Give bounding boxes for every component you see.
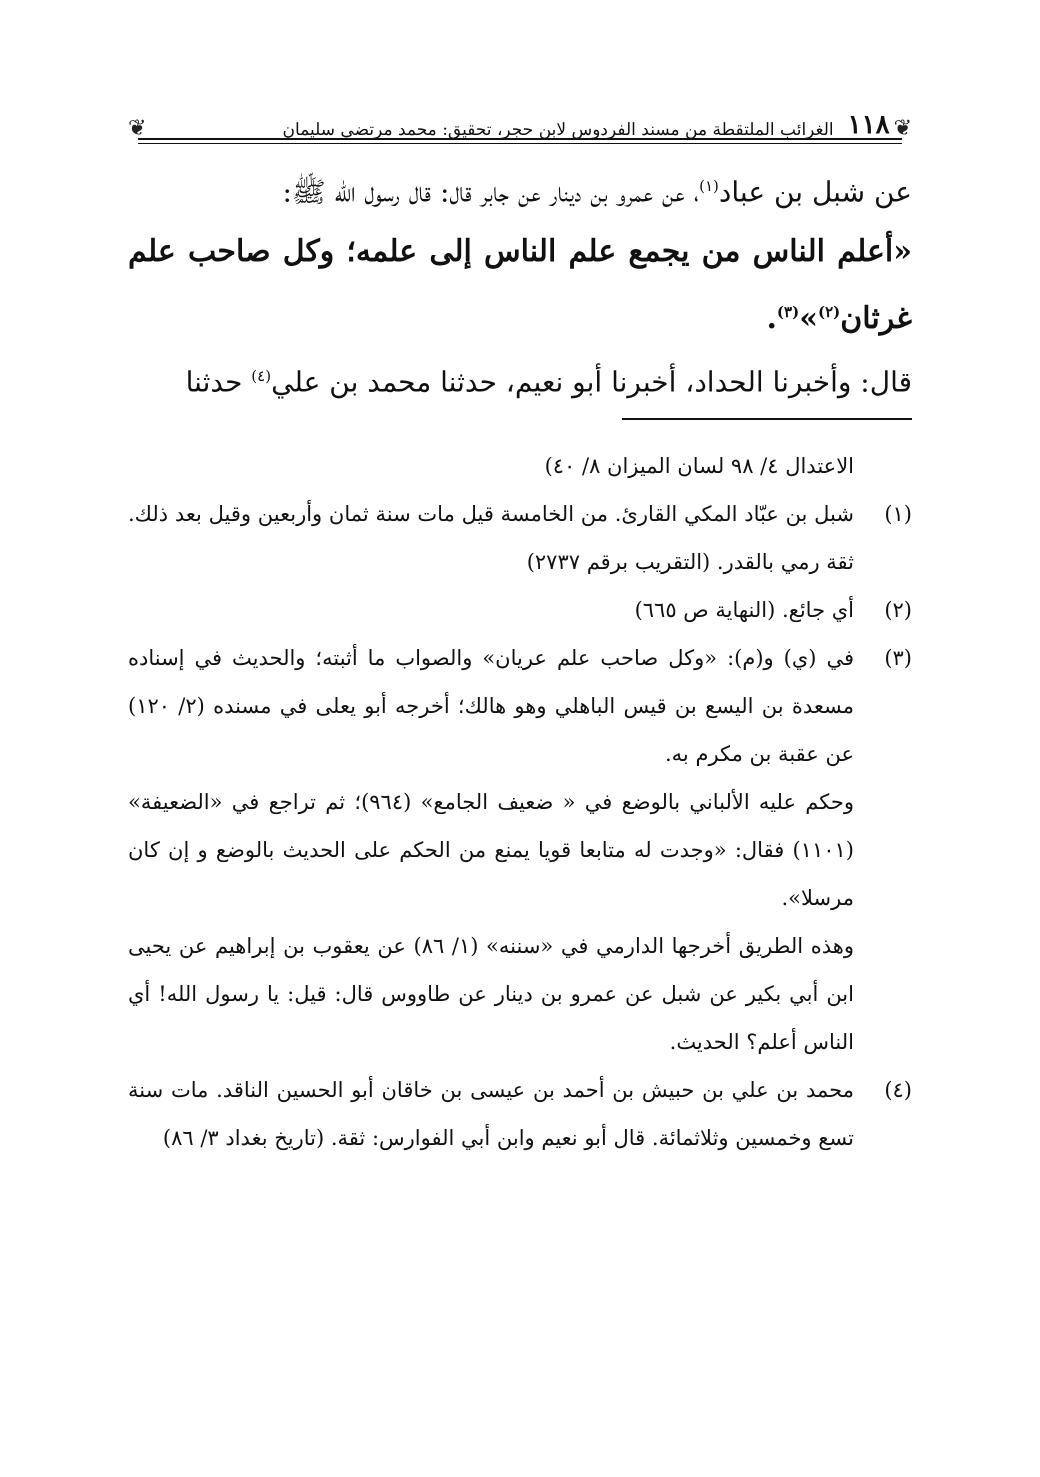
footnote-3 bbox=[128, 634, 912, 778]
chain-text: ، عن عمرو بن دينار عن جابر قال: قال رسول الله ﷺ: bbox=[282, 175, 700, 209]
hadith-end: . bbox=[766, 301, 777, 337]
footnote-text: محمد بن علي بن حبيش بن أحمد بن عيسى بن خاقان أبو الحسين الناقد. مات سنة تسع وخمسين وثلاثمائة. قال أبو نعيم وابن أبي الفوارس: ثقة. (تاريخ بغداد ٣/ ٨٦) bbox=[128, 1078, 854, 1150]
main-text bbox=[128, 156, 912, 349]
footnote-2 bbox=[128, 586, 912, 634]
footnote-number: (١) bbox=[884, 502, 912, 526]
footnotes bbox=[128, 442, 912, 1162]
main-line-1 bbox=[128, 156, 912, 222]
hadith-close-quote: » bbox=[799, 301, 818, 337]
running-title: الغرائب الملتقطة من مسند الفردوس لابن حجر، تحقيق: محمد مرتضي سليمان bbox=[282, 120, 834, 140]
footnote-number: (٢) bbox=[884, 598, 912, 622]
ornament-left-icon: ❦ bbox=[128, 116, 147, 141]
hadith-text bbox=[128, 222, 912, 349]
header-right bbox=[848, 110, 912, 140]
footnote-separator bbox=[622, 418, 912, 420]
footnote-continuation: الاعتدال ٤/ ٩٨ لسان الميزان ٨/ ٤٠) bbox=[544, 454, 854, 478]
page-number: ١١٨ bbox=[847, 110, 890, 140]
main-line-4 bbox=[128, 346, 912, 412]
footnote-text: أي جائع. (النهاية ص ٦٦٥) bbox=[634, 598, 854, 622]
footnote-text: شبل بن عبّاد المكي القارئ. من الخامسة قيل مات سنة ثمان وأربعين وقيل بعد ذلك. ثقة رمي بالقدر. (التقريب برقم ٢٧٣٧) bbox=[128, 502, 854, 574]
footnote-4 bbox=[128, 1066, 912, 1162]
footnote-ref-3: (٣) bbox=[776, 303, 800, 322]
footnote-ref-2: (٢) bbox=[817, 303, 841, 322]
footnote-3-para-2: وحكم عليه الألباني بالوضع في « ضعيف الجامع» (٩٦٤)؛ ثم تراجع في «الضعيفة» (١١٠١) فقال: «وجدت له متابعا قويا يمنع من الحكم على الحديث بالوضع و إن كان مرسلا». bbox=[128, 790, 854, 910]
ornament-right-icon: ❦ bbox=[893, 116, 912, 141]
running-header bbox=[128, 100, 912, 140]
hadith-body: «أعلم الناس من يجمع علم الناس إلى علمه؛ وكل صاحب علم غرثان bbox=[128, 234, 912, 337]
footnote-number: (٤) bbox=[884, 1078, 912, 1102]
isnad-text-rest: حدثنا bbox=[185, 365, 252, 399]
isnad-text: قال: وأخبرنا الحداد، أخبرنا أبو نعيم، حدثنا محمد بن علي bbox=[271, 365, 912, 399]
footnote-3-para-3: وهذه الطريق أخرجها الدارمي في «سننه» (١/ ٨٦) عن يعقوب بن إبراهيم عن يحيى ابن أبي بكير عن شبل عن عمرو بن دينار عن طاووس قال: قيل: يا رسول الله! أي الناس أعلم؟ الحديث. bbox=[128, 934, 854, 1054]
main-paragraph-2 bbox=[128, 346, 912, 412]
footnote-text: في (ي) و(م): «وكل صاحب علم عريان» والصواب ما أثبته؛ والحديث في إسناده مسعدة بن اليسع بن قيس الباهلي وهو هالك؛ أخرجه أبو يعلى في مسنده (٢/ ١٢٠) عن عقبة بن مكرم به. bbox=[128, 646, 854, 766]
footnote-ref-4: (٤) bbox=[251, 367, 272, 385]
narrator-text: عن شبل بن عباد bbox=[718, 175, 912, 209]
footnote-number: (٣) bbox=[884, 646, 912, 670]
footnote-ref-1: (١) bbox=[699, 177, 719, 195]
footnote-1 bbox=[128, 490, 912, 586]
header-rule-thin bbox=[138, 143, 902, 144]
header-rule bbox=[138, 138, 902, 140]
